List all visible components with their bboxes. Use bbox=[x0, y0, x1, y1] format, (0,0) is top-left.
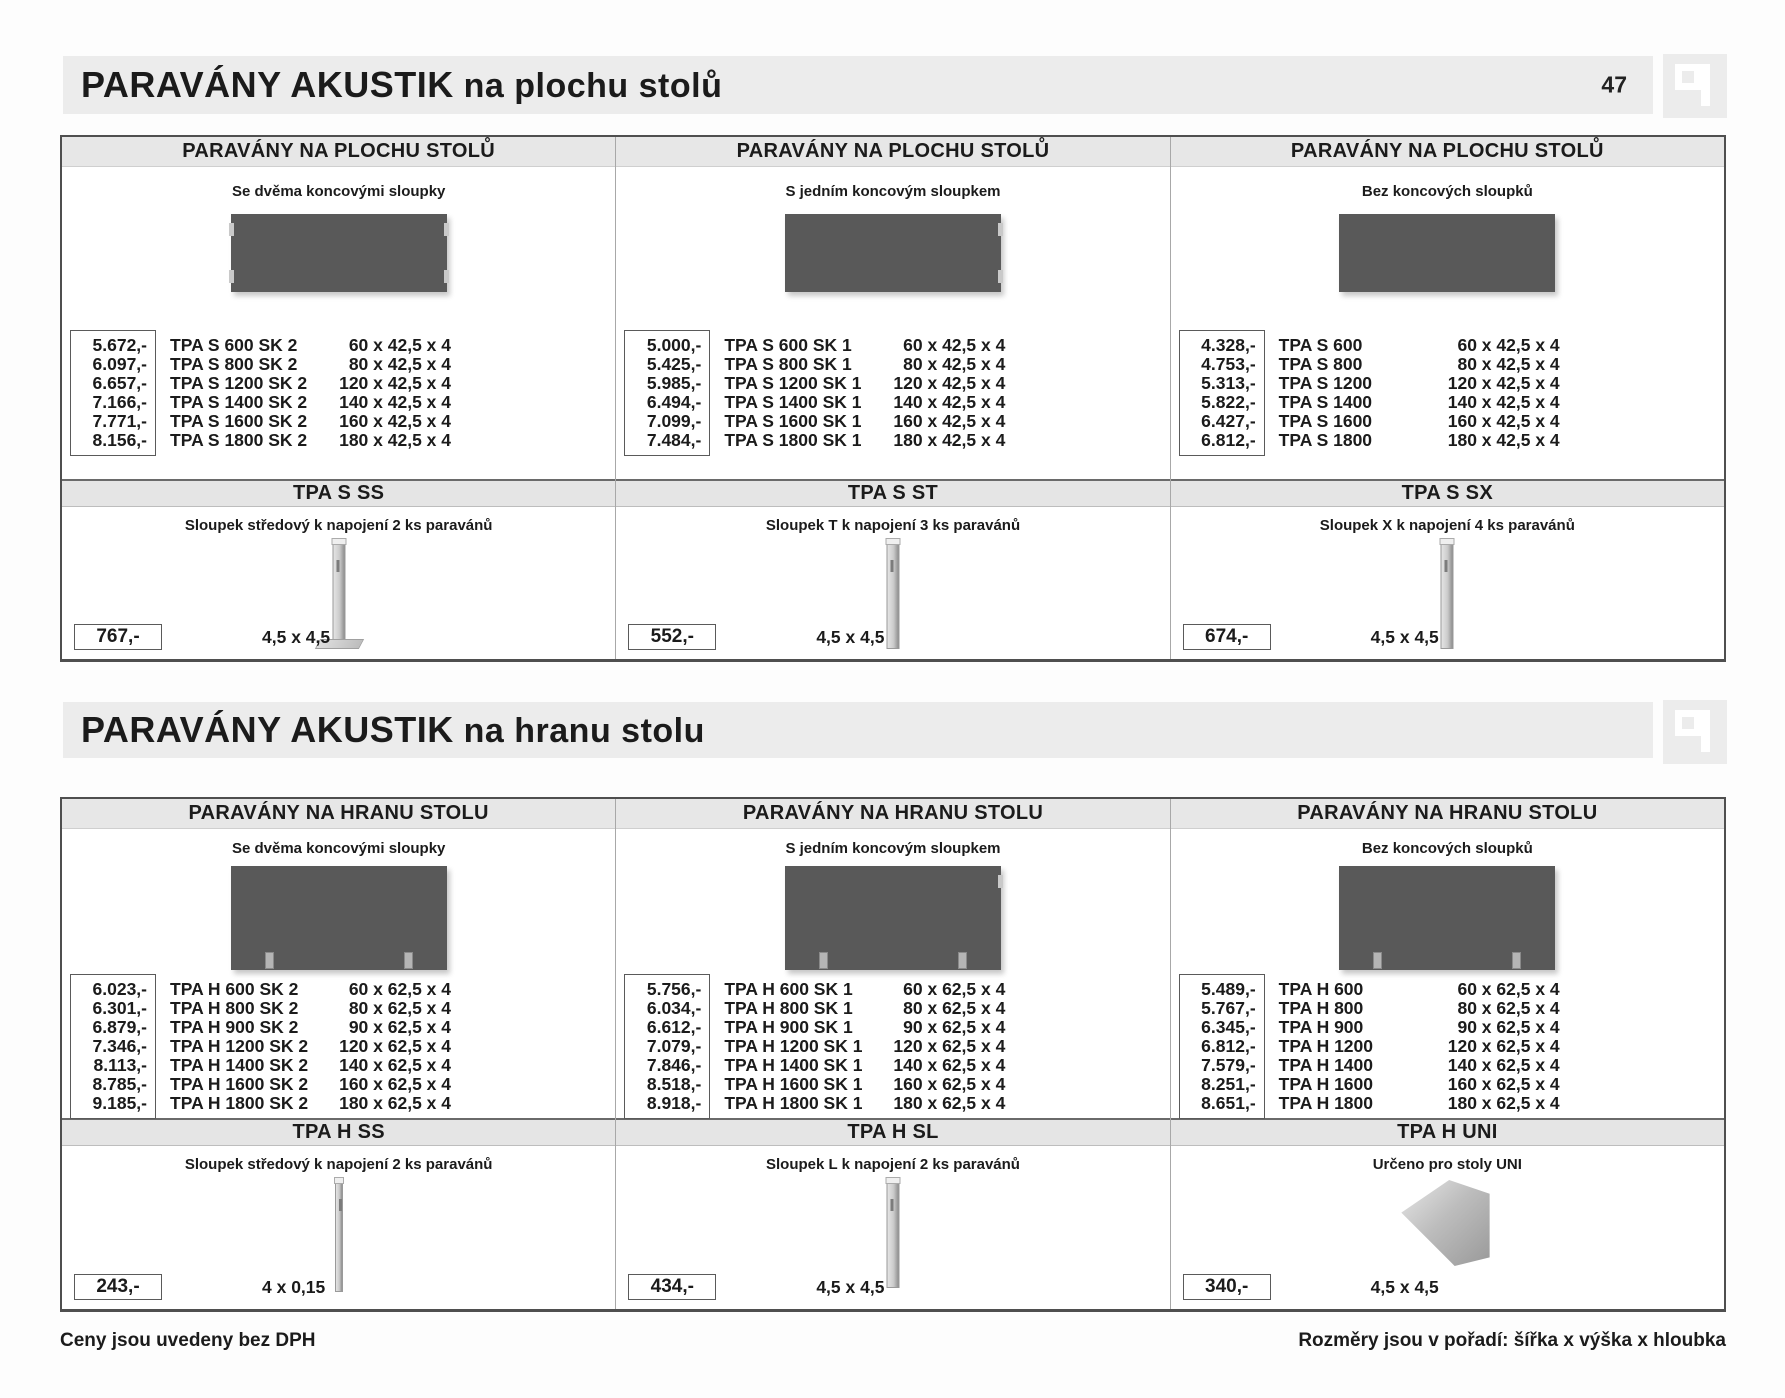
column-header: PARAVÁNY NA PLOCHU STOLŮ bbox=[1171, 137, 1724, 167]
dimensions-cell: 120 x 62,5 x 4 bbox=[339, 1036, 451, 1056]
price-cell: 5.313,- bbox=[1201, 373, 1256, 393]
column-header: PARAVÁNY NA PLOCHU STOLŮ bbox=[62, 137, 615, 167]
dimensions-cell: 80 x 42,5 x 4 bbox=[1457, 354, 1560, 374]
product-row bbox=[70, 999, 615, 1018]
product-name-cell: TPA H 800 bbox=[1278, 998, 1364, 1018]
dimensions-cell: 80 x 42,5 x 4 bbox=[903, 354, 1006, 374]
accessory-header: TPA H SS bbox=[62, 1118, 615, 1146]
brand-logo-icon bbox=[1663, 54, 1727, 118]
product-name-cell: TPA H 900 SK 1 bbox=[724, 1017, 853, 1037]
accessory-description: Sloupek středový k napojení 2 ks paravánů bbox=[184, 1156, 493, 1173]
price-cell: 7.771,- bbox=[92, 411, 147, 431]
column-header: PARAVÁNY NA HRANU STOLU bbox=[62, 799, 615, 829]
product-row bbox=[1179, 1075, 1724, 1094]
title-rest: na plochu stolů bbox=[453, 67, 723, 105]
product-row bbox=[70, 1094, 615, 1113]
price-cell: 8.156,- bbox=[92, 430, 147, 450]
column-bez bbox=[1170, 799, 1724, 1309]
product-row bbox=[70, 1018, 615, 1037]
dimensions-cell: 90 x 62,5 x 4 bbox=[1457, 1017, 1560, 1037]
price-cell: 6.657,- bbox=[92, 373, 147, 393]
footer-dimensions-note: Rozměry jsou v pořadí: šířka x výška x hloubka bbox=[1298, 1330, 1726, 1351]
accessory-price: 243,- bbox=[74, 1274, 162, 1300]
title-caps: PARAVÁNY AKUSTIK bbox=[81, 64, 454, 105]
product-name-cell: TPA S 800 SK 2 bbox=[170, 354, 298, 374]
section-hranu-stolu bbox=[60, 797, 1726, 1312]
partition-panel-icon bbox=[785, 866, 1001, 970]
section-title-bar-hranu bbox=[63, 702, 1653, 758]
product-row bbox=[624, 1094, 1169, 1113]
price-cell: 7.346,- bbox=[92, 1036, 147, 1056]
price-cell: 5.000,- bbox=[646, 335, 702, 355]
product-name-cell: TPA H 1800 SK 2 bbox=[170, 1093, 309, 1113]
dimensions-cell: 60 x 62,5 x 4 bbox=[348, 979, 451, 999]
product-name-cell: TPA S 600 SK 2 bbox=[170, 335, 298, 355]
dimensions-cell: 120 x 62,5 x 4 bbox=[893, 1036, 1006, 1056]
page-title-2 bbox=[81, 709, 705, 751]
dimensions-cell: 140 x 42,5 x 4 bbox=[339, 392, 451, 412]
product-name-cell: TPA H 600 SK 1 bbox=[724, 979, 853, 999]
partition-panel-icon bbox=[1339, 866, 1555, 970]
product-name-cell: TPA S 1800 SK 2 bbox=[170, 430, 308, 450]
product-row bbox=[70, 431, 615, 450]
price-cell: 7.099,- bbox=[646, 411, 702, 431]
dimensions-cell: 60 x 62,5 x 4 bbox=[1457, 979, 1560, 999]
product-name-cell: TPA S 600 bbox=[1278, 335, 1363, 355]
product-name-cell: TPA H 800 SK 1 bbox=[724, 998, 853, 1018]
price-table bbox=[624, 336, 1169, 450]
price-cell: 7.579,- bbox=[1201, 1055, 1256, 1075]
product-row bbox=[70, 374, 615, 393]
price-cell: 6.034,- bbox=[646, 998, 702, 1018]
column-sk1 bbox=[615, 799, 1169, 1309]
product-row bbox=[624, 980, 1169, 999]
accessory-header: TPA S SS bbox=[62, 479, 615, 507]
dimensions-cell: 120 x 42,5 x 4 bbox=[893, 373, 1006, 393]
product-row bbox=[624, 355, 1169, 374]
dimensions-cell: 160 x 42,5 x 4 bbox=[339, 411, 451, 431]
dimensions-cell: 160 x 62,5 x 4 bbox=[1447, 1074, 1560, 1094]
product-row bbox=[70, 1075, 615, 1094]
product-row bbox=[624, 412, 1169, 431]
variant-subtitle: Se dvěma koncovými sloupky bbox=[231, 183, 446, 200]
brand-logo-icon bbox=[1663, 700, 1727, 764]
product-name-cell: TPA H 1200 bbox=[1278, 1036, 1374, 1056]
variant-subtitle: Bez koncových sloupků bbox=[1361, 183, 1533, 200]
product-row bbox=[624, 1037, 1169, 1056]
price-cell: 6.097,- bbox=[92, 354, 147, 374]
price-cell: 6.812,- bbox=[1201, 430, 1256, 450]
price-cell: 6.345,- bbox=[1201, 1017, 1256, 1037]
product-name-cell: TPA H 1800 SK 1 bbox=[724, 1093, 863, 1113]
product-name-cell: TPA H 1800 bbox=[1278, 1093, 1374, 1113]
column-header: PARAVÁNY NA HRANU STOLU bbox=[616, 799, 1169, 829]
accessory-price: 552,- bbox=[628, 624, 716, 650]
product-name-cell: TPA H 900 bbox=[1278, 1017, 1364, 1037]
product-name-cell: TPA S 600 SK 1 bbox=[724, 335, 852, 355]
dimensions-cell: 120 x 42,5 x 4 bbox=[1447, 373, 1560, 393]
price-cell: 5.822,- bbox=[1201, 392, 1256, 412]
dimensions-cell: 80 x 62,5 x 4 bbox=[1457, 998, 1560, 1018]
product-row bbox=[1179, 412, 1724, 431]
product-row bbox=[1179, 980, 1724, 999]
product-row bbox=[1179, 1056, 1724, 1075]
accessory-dimensions: 4,5 x 4,5 bbox=[1370, 1276, 1439, 1297]
product-row bbox=[70, 1037, 615, 1056]
price-cell: 8.918,- bbox=[646, 1093, 702, 1113]
product-row bbox=[624, 999, 1169, 1018]
dimensions-cell: 80 x 62,5 x 4 bbox=[903, 998, 1006, 1018]
dimensions-cell: 90 x 62,5 x 4 bbox=[348, 1017, 451, 1037]
price-table bbox=[70, 980, 615, 1113]
accessory-price: 340,- bbox=[1183, 1274, 1271, 1300]
product-name-cell: TPA S 1400 bbox=[1278, 392, 1373, 412]
accessory-header: TPA S SX bbox=[1171, 479, 1724, 507]
product-name-cell: TPA S 1800 bbox=[1278, 430, 1373, 450]
product-row bbox=[624, 336, 1169, 355]
price-cell: 8.651,- bbox=[1201, 1093, 1256, 1113]
column-bez bbox=[1170, 137, 1724, 659]
product-name-cell: TPA H 1600 SK 2 bbox=[170, 1074, 309, 1094]
accessory-dimensions: 4,5 x 4,5 bbox=[1370, 626, 1439, 647]
product-row bbox=[70, 393, 615, 412]
product-row bbox=[624, 1056, 1169, 1075]
section-title-bar-plochu bbox=[63, 56, 1653, 114]
product-name-cell: TPA S 1200 bbox=[1278, 373, 1373, 393]
accessory-price: 674,- bbox=[1183, 624, 1271, 650]
price-table bbox=[70, 336, 615, 450]
column-sk2 bbox=[62, 137, 615, 659]
accessory-description: Sloupek T k napojení 3 ks paravánů bbox=[765, 517, 1021, 534]
product-name-cell: TPA H 900 SK 2 bbox=[170, 1017, 299, 1037]
product-name-cell: TPA S 1400 SK 1 bbox=[724, 392, 862, 412]
product-row bbox=[1179, 393, 1724, 412]
product-row bbox=[70, 355, 615, 374]
dimensions-cell: 180 x 42,5 x 4 bbox=[893, 430, 1006, 450]
product-name-cell: TPA S 1600 bbox=[1278, 411, 1373, 431]
price-cell: 8.518,- bbox=[646, 1074, 702, 1094]
product-name-cell: TPA S 1400 SK 2 bbox=[170, 392, 308, 412]
accessory-dimensions: 4,5 x 4,5 bbox=[262, 626, 331, 647]
product-row bbox=[70, 980, 615, 999]
section-plochu-stolu bbox=[60, 135, 1726, 662]
product-row bbox=[1179, 355, 1724, 374]
column-sk2 bbox=[62, 799, 615, 1309]
price-cell: 6.812,- bbox=[1201, 1036, 1256, 1056]
product-name-cell: TPA H 1400 SK 1 bbox=[724, 1055, 863, 1075]
uni-bracket-icon bbox=[1401, 1180, 1493, 1266]
price-table bbox=[624, 980, 1169, 1113]
product-row bbox=[1179, 999, 1724, 1018]
product-row bbox=[1179, 336, 1724, 355]
accessory-dimensions: 4,5 x 4,5 bbox=[816, 626, 885, 647]
dimensions-cell: 180 x 62,5 x 4 bbox=[1447, 1093, 1560, 1113]
column-header: PARAVÁNY NA PLOCHU STOLŮ bbox=[616, 137, 1169, 167]
dimensions-cell: 60 x 42,5 x 4 bbox=[1457, 335, 1560, 355]
accessory-header: TPA H SL bbox=[616, 1118, 1169, 1146]
dimensions-cell: 140 x 42,5 x 4 bbox=[893, 392, 1006, 412]
accessory-header: TPA H UNI bbox=[1171, 1118, 1724, 1146]
product-row bbox=[70, 336, 615, 355]
dimensions-cell: 180 x 62,5 x 4 bbox=[339, 1093, 451, 1113]
l-post-icon bbox=[886, 1180, 899, 1288]
accessory-dimensions: 4,5 x 4,5 bbox=[816, 1276, 885, 1297]
dimensions-cell: 160 x 42,5 x 4 bbox=[893, 411, 1006, 431]
price-cell: 7.166,- bbox=[92, 392, 147, 412]
accessory-description: Sloupek středový k napojení 2 ks paravánů bbox=[184, 517, 493, 534]
product-name-cell: TPA S 1600 SK 2 bbox=[170, 411, 308, 431]
price-cell: 8.785,- bbox=[92, 1074, 147, 1094]
dimensions-cell: 60 x 42,5 x 4 bbox=[348, 335, 451, 355]
dimensions-cell: 80 x 62,5 x 4 bbox=[348, 998, 451, 1018]
product-name-cell: TPA H 600 bbox=[1278, 979, 1364, 999]
product-name-cell: TPA H 1200 SK 2 bbox=[170, 1036, 309, 1056]
dimensions-cell: 180 x 62,5 x 4 bbox=[893, 1093, 1006, 1113]
page-title bbox=[81, 64, 722, 106]
dimensions-cell: 120 x 42,5 x 4 bbox=[339, 373, 451, 393]
product-name-cell: TPA S 800 bbox=[1278, 354, 1363, 374]
price-cell: 8.113,- bbox=[93, 1055, 147, 1075]
product-row bbox=[70, 412, 615, 431]
price-cell: 4.328,- bbox=[1201, 335, 1256, 355]
dimensions-cell: 140 x 62,5 x 4 bbox=[339, 1055, 451, 1075]
dimensions-cell: 180 x 42,5 x 4 bbox=[1447, 430, 1560, 450]
variant-subtitle: S jedním koncovým sloupkem bbox=[785, 183, 1001, 200]
accessory-price: 767,- bbox=[74, 624, 162, 650]
column-sk1 bbox=[615, 137, 1169, 659]
price-cell: 5.767,- bbox=[1201, 998, 1256, 1018]
product-row bbox=[624, 1075, 1169, 1094]
product-name-cell: TPA S 1200 SK 2 bbox=[170, 373, 308, 393]
price-cell: 6.023,- bbox=[92, 979, 147, 999]
product-row bbox=[624, 431, 1169, 450]
price-cell: 5.425,- bbox=[646, 354, 702, 374]
product-row bbox=[624, 1018, 1169, 1037]
partition-panel-icon bbox=[231, 866, 447, 970]
price-cell: 6.427,- bbox=[1201, 411, 1256, 431]
product-row bbox=[1179, 374, 1724, 393]
product-row bbox=[1179, 1018, 1724, 1037]
price-cell: 6.612,- bbox=[646, 1017, 702, 1037]
price-table bbox=[1179, 336, 1724, 450]
accessory-price: 434,- bbox=[628, 1274, 716, 1300]
price-cell: 6.879,- bbox=[92, 1017, 147, 1037]
accessory-header: TPA S ST bbox=[616, 479, 1169, 507]
title-caps: PARAVÁNY AKUSTIK bbox=[81, 709, 454, 750]
product-name-cell: TPA H 1400 SK 2 bbox=[170, 1055, 309, 1075]
partition-panel-icon bbox=[785, 214, 1001, 292]
product-name-cell: TPA S 800 SK 1 bbox=[724, 354, 852, 374]
accessory-description: Sloupek L k napojení 2 ks paravánů bbox=[766, 1156, 1020, 1173]
price-cell: 5.985,- bbox=[646, 373, 702, 393]
dimensions-cell: 120 x 62,5 x 4 bbox=[1447, 1036, 1560, 1056]
partition-panel-icon bbox=[231, 214, 447, 292]
dimensions-cell: 60 x 42,5 x 4 bbox=[903, 335, 1006, 355]
product-name-cell: TPA S 1200 SK 1 bbox=[724, 373, 862, 393]
product-row bbox=[70, 1056, 615, 1075]
page-number: 47 bbox=[1601, 71, 1627, 98]
product-name-cell: TPA H 800 SK 2 bbox=[170, 998, 299, 1018]
dimensions-cell: 80 x 42,5 x 4 bbox=[348, 354, 451, 374]
product-name-cell: TPA H 1400 bbox=[1278, 1055, 1374, 1075]
price-cell: 9.185,- bbox=[92, 1093, 147, 1113]
product-name-cell: TPA H 600 SK 2 bbox=[170, 979, 299, 999]
product-name-cell: TPA S 1800 SK 1 bbox=[724, 430, 862, 450]
price-cell: 8.251,- bbox=[1201, 1074, 1256, 1094]
accessory-description: Sloupek X k napojení 4 ks paravánů bbox=[1319, 517, 1575, 534]
dimensions-cell: 60 x 62,5 x 4 bbox=[903, 979, 1006, 999]
variant-subtitle: S jedním koncovým sloupkem bbox=[785, 840, 1001, 857]
price-cell: 5.672,- bbox=[92, 335, 147, 355]
dimensions-cell: 160 x 42,5 x 4 bbox=[1447, 411, 1560, 431]
product-row bbox=[1179, 1037, 1724, 1056]
accessory-description: Určeno pro stoly UNI bbox=[1372, 1156, 1522, 1173]
price-cell: 6.494,- bbox=[646, 392, 702, 412]
dimensions-cell: 160 x 62,5 x 4 bbox=[893, 1074, 1006, 1094]
accessory-dimensions: 4 x 0,15 bbox=[262, 1276, 326, 1297]
price-cell: 6.301,- bbox=[92, 998, 147, 1018]
price-table bbox=[1179, 980, 1724, 1113]
product-row bbox=[624, 374, 1169, 393]
partition-panel-icon bbox=[1339, 214, 1555, 292]
dimensions-cell: 90 x 62,5 x 4 bbox=[903, 1017, 1006, 1037]
price-cell: 7.079,- bbox=[646, 1036, 702, 1056]
dimensions-cell: 140 x 42,5 x 4 bbox=[1447, 392, 1560, 412]
price-cell: 7.846,- bbox=[646, 1055, 702, 1075]
product-row bbox=[1179, 1094, 1724, 1113]
product-name-cell: TPA H 1600 bbox=[1278, 1074, 1374, 1094]
product-name-cell: TPA H 1200 SK 1 bbox=[724, 1036, 863, 1056]
product-name-cell: TPA H 1600 SK 1 bbox=[724, 1074, 863, 1094]
dimensions-cell: 140 x 62,5 x 4 bbox=[1447, 1055, 1560, 1075]
price-cell: 5.489,- bbox=[1201, 979, 1256, 999]
price-cell: 4.753,- bbox=[1201, 354, 1256, 374]
variant-subtitle: Bez koncových sloupků bbox=[1361, 840, 1533, 857]
title-rest: na hranu stolu bbox=[453, 712, 705, 750]
dimensions-cell: 160 x 62,5 x 4 bbox=[339, 1074, 451, 1094]
product-row bbox=[1179, 431, 1724, 450]
variant-subtitle: Se dvěma koncovými sloupky bbox=[231, 840, 446, 857]
footer-vat-note: Ceny jsou uvedeny bez DPH bbox=[60, 1330, 316, 1351]
column-header: PARAVÁNY NA HRANU STOLU bbox=[1171, 799, 1724, 829]
price-cell: 5.756,- bbox=[646, 979, 702, 999]
product-row bbox=[624, 393, 1169, 412]
dimensions-cell: 140 x 62,5 x 4 bbox=[893, 1055, 1006, 1075]
dimensions-cell: 180 x 42,5 x 4 bbox=[339, 430, 451, 450]
product-name-cell: TPA S 1600 SK 1 bbox=[724, 411, 862, 431]
price-cell: 7.484,- bbox=[646, 430, 702, 450]
